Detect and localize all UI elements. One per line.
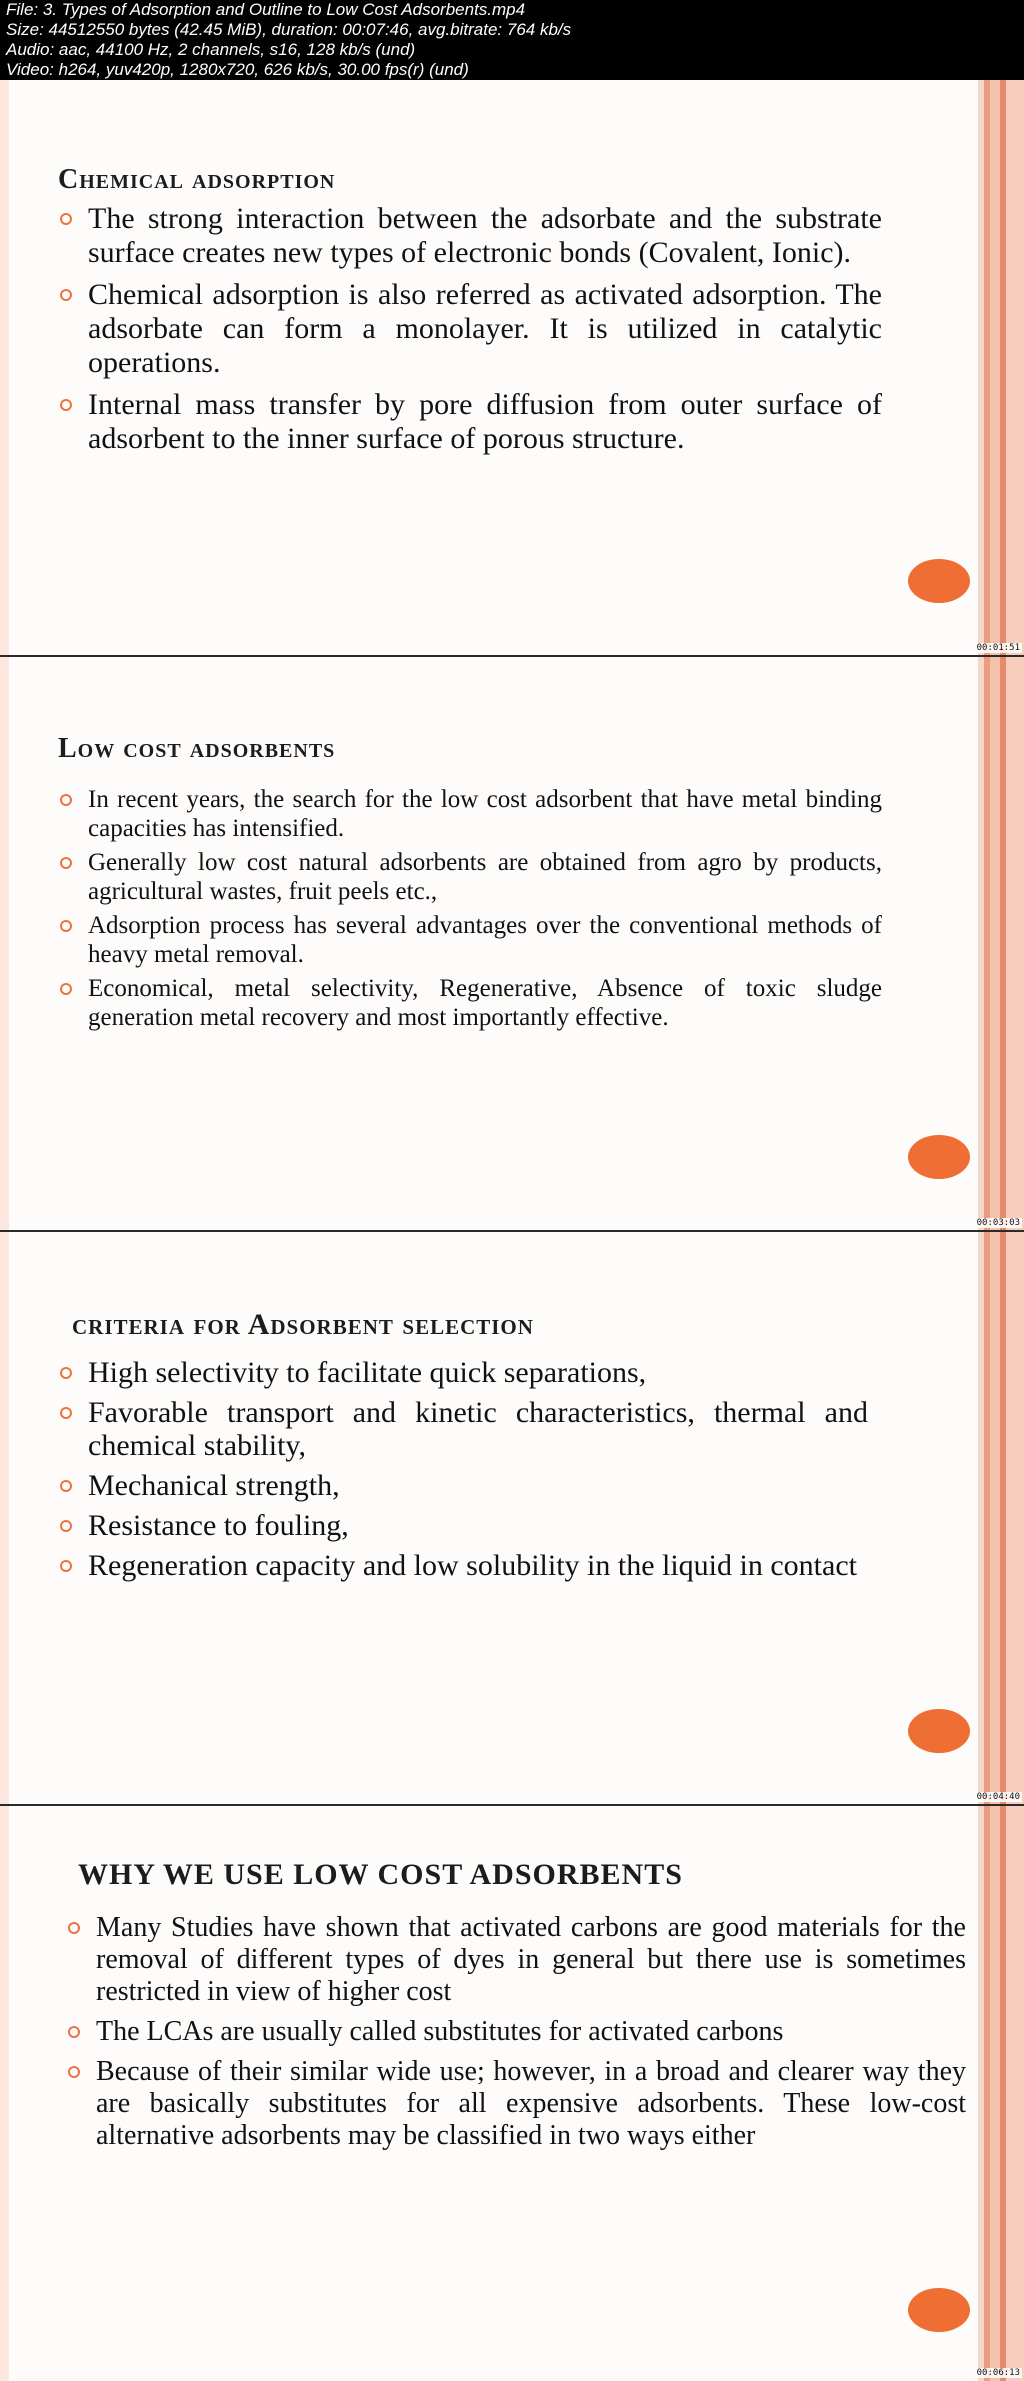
file-info-line: Audio: aac, 44100 Hz, 2 channels, s16, 128 kb/s (und) <box>6 40 416 59</box>
bullet-item: Mechanical strength, <box>58 1469 868 1502</box>
slide-chemical-adsorption <box>0 80 1024 655</box>
slide-stripe-decoration <box>978 657 1024 1230</box>
bullet-item: Many Studies have shown that activated carbons are good materials for the removal of different types of dyes in general but there use is sometimes restricted in view of higher cost <box>66 1912 966 2008</box>
orange-dot-icon <box>908 559 970 603</box>
slide-adsorbent-selection-criteria <box>0 1232 1024 1804</box>
orange-dot-icon <box>908 2288 970 2332</box>
bullet-list <box>58 202 882 464</box>
bullet-item: Chemical adsorption is also referred as activated adsorption. The adsorbate can form a monolayer. It is utilized in catalytic operations. <box>58 278 882 380</box>
bullet-item: Regeneration capacity and low solubility in the liquid in contact <box>58 1549 868 1582</box>
slide-stripe-decoration <box>978 1806 1024 2381</box>
timecode: 00:06:13 <box>976 2368 1020 2378</box>
slide-left-band <box>0 657 9 1230</box>
bullet-item: Adsorption process has several advantages over the conventional methods of heavy metal removal. <box>58 911 882 969</box>
orange-dot-icon <box>908 1709 970 1753</box>
bullet-item: The LCAs are usually called substitutes for activated carbons <box>66 2016 966 2048</box>
bullet-list <box>58 785 882 1037</box>
bullet-item: In recent years, the search for the low cost adsorbent that have metal binding capacities has intensified. <box>58 785 882 843</box>
timecode: 00:01:51 <box>976 643 1020 653</box>
bullet-item: High selectivity to facilitate quick separations, <box>58 1356 868 1389</box>
bullet-item: Economical, metal selectivity, Regenerative, Absence of toxic sludge generation metal recovery and most importantly effective. <box>58 974 882 1032</box>
bullet-item: Resistance to fouling, <box>58 1509 868 1542</box>
slide-why-low-cost-adsorbents <box>0 1806 1024 2381</box>
bullet-item: Because of their similar wide use; however, in a broad and clearer way they are basically substitutes for all expensive adsorbents. These low-cost alternative adsorbents may be classified in two ways either <box>66 2056 966 2152</box>
bullet-list <box>58 1356 868 1589</box>
slide-title: Chemical adsorption <box>58 164 336 195</box>
slide-left-band <box>0 80 9 655</box>
slide-title: criteria for Adsorbent selection <box>72 1308 534 1341</box>
slide-title: WHY WE USE LOW COST ADSORBENTS <box>78 1858 683 1891</box>
file-info-line: Size: 44512550 bytes (42.45 MiB), duration: 00:07:46, avg.bitrate: 764 kb/s <box>6 20 572 39</box>
bullet-item: Generally low cost natural adsorbents are obtained from agro by products, agricultural wastes, fruit peels etc., <box>58 848 882 906</box>
file-info-line: File: 3. Types of Adsorption and Outline to Low Cost Adsorbents.mp4 <box>6 0 526 19</box>
timecode: 00:04:40 <box>976 1792 1020 1802</box>
bullet-item: Internal mass transfer by pore diffusion from outer surface of adsorbent to the inner surface of porous structure. <box>58 388 882 456</box>
bullet-item: Favorable transport and kinetic characteristics, thermal and chemical stability, <box>58 1396 868 1462</box>
file-info-header <box>0 0 1024 80</box>
slide-left-band <box>0 1806 9 2381</box>
orange-dot-icon <box>908 1135 970 1179</box>
slide-left-band <box>0 1232 9 1804</box>
slide-stripe-decoration <box>978 80 1024 655</box>
bullet-item: The strong interaction between the adsorbate and the substrate surface creates new types of electronic bonds (Covalent, Ionic). <box>58 202 882 270</box>
slide-title: Low cost adsorbents <box>58 733 336 764</box>
file-info-line: Video: h264, yuv420p, 1280x720, 626 kb/s, 30.00 fps(r) (und) <box>6 60 469 79</box>
timecode: 00:03:03 <box>976 1218 1020 1228</box>
slide-low-cost-adsorbents <box>0 657 1024 1230</box>
slide-stripe-decoration <box>978 1232 1024 1804</box>
bullet-list <box>66 1912 966 2160</box>
